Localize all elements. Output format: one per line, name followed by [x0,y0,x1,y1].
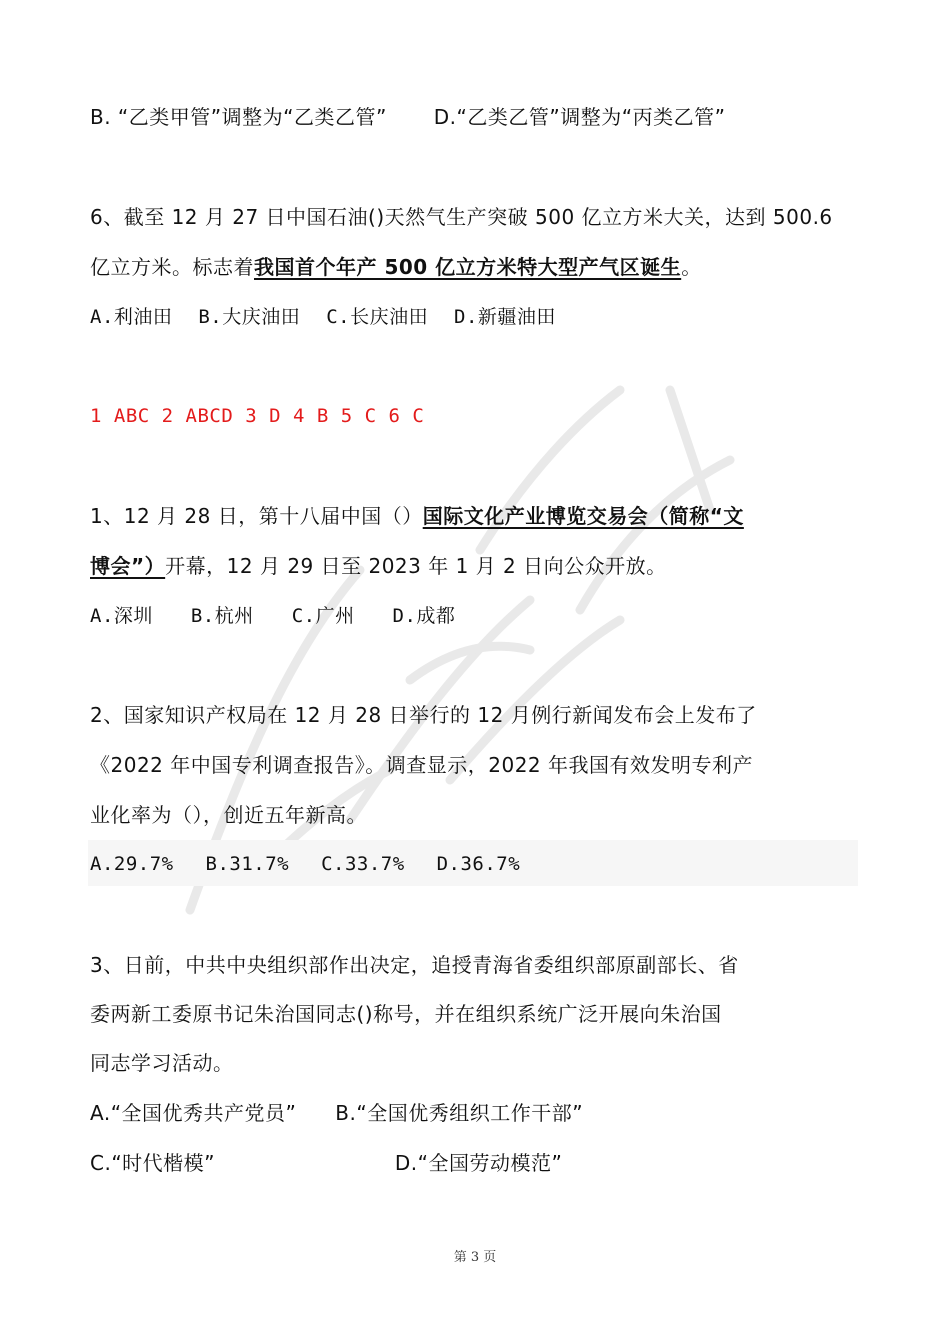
q3-line-2: 委两新工委原书记朱治国同志()称号，并在组织系统广泛开展向朱治国 [90,1002,722,1026]
q6-options [90,303,556,331]
q1-emphasis-2: 博会”） [90,554,166,578]
q2-line-2: 《2022 年中国专利调查报告》。调查显示，2022 年我国有效发明专利产 [90,753,754,777]
q6-emphasis: 我国首个年产 500 亿立方米特大型产气区诞生 [254,255,682,279]
q6-line-1: 6、截至 12 月 27 日中国石油()天然气生产突破 500 亿立方米大关，达到 500.6 [90,205,833,229]
q6-option-a: A.利油田 [90,306,173,328]
answer-key: 1 ABC 2 ABCD 3 D 4 B 5 C 6 C [90,405,425,427]
q1-line-1-prefix: 1、12 月 28 日，第十八届中国（） [90,504,423,528]
q1-options [90,602,455,630]
q2-option-c: C.33.7% [321,853,405,875]
q1-line-2-suffix: 开幕，12 月 29 日至 2023 年 1 月 2 日向公众开放。 [165,554,667,578]
q1-option-d: D.成都 [392,605,456,627]
q5-option-d: D.“乙类乙管”调整为“丙类乙管” [433,105,726,129]
q3-line-1: 3、日前，中共中央组织部作出决定，追授青海省委组织部原副部长、省 [90,953,739,977]
q3-option-a: A.“全国优秀共产党员” [90,1101,297,1125]
q2-option-a: A.29.7% [90,853,174,875]
q5-options-row [90,103,725,131]
q3-options-row-1 [90,1099,583,1127]
q1-option-b: B.杭州 [190,605,254,627]
q1-option-a: A.深圳 [90,605,153,627]
q5-option-b: B. “乙类甲管”调整为“乙类乙管” [90,105,387,129]
q1-option-c: C.广州 [291,605,355,627]
q2-option-b: B.31.7% [205,853,290,875]
q6-option-d: D.新疆油田 [454,306,556,328]
q6-line-2-prefix: 亿立方米。标志着 [90,255,254,279]
q2-options [90,850,520,878]
q1-emphasis-1: 国际文化产业博览交易会（简称“文 [422,504,744,528]
q2-line-1: 2、国家知识产权局在 12 月 28 日举行的 12 月例行新闻发布会上发布了 [90,703,757,727]
q1-line-1 [90,502,744,530]
q6-line-2-suffix: 。 [681,255,702,279]
q6-line-2 [90,253,702,281]
q3-option-b: B.“全国优秀组织工作干部” [335,1101,584,1125]
q2-option-d: D.36.7% [436,853,521,875]
q6-option-b: B.大庆油田 [198,306,301,328]
q1-line-2 [90,552,667,580]
page-number: 第 3 页 [453,1250,497,1265]
q3-option-c: C.“时代楷模” [90,1151,216,1175]
q2-line-3: 业化率为（），创近五年新高。 [90,803,367,827]
q3-option-d: D.“全国劳动模范” [394,1151,563,1175]
q3-line-3: 同志学习活动。 [90,1051,234,1075]
q6-option-c: C.长庆油田 [326,306,429,328]
q3-options-row-2 [90,1149,562,1177]
